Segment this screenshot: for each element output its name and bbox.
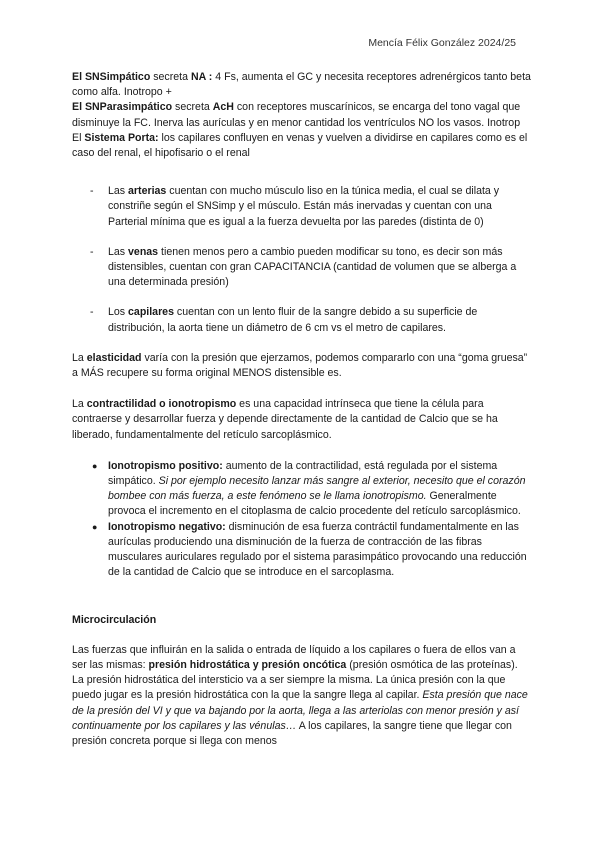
list-item-arteries: - Las arterias cuentan con mucho músculo liso en la túnica media, el cual se dilata y constriñe según el SNSimp y el músculo. Están más inervadas y cuentan con una Parterial mínima que es igual a la fuerza devuelta por las paredes (distinta de 0): [90, 185, 500, 228]
dash-marker: -: [90, 185, 94, 198]
document-body: [72, 70, 532, 749]
list-item-positive-ionotropism: ● Ionotropismo positivo: aumento de la contractilidad, está regulada por el sistema simpático. Si por ejemplo necesito lanzar más sangre al exterior, necesito que el corazón bombee con más fuerza, a este fenómeno se le llama ionotropismo. Generalmente provoca el incremento en el citoplasma de calcio procedente del retículo sarcoplásmico.: [92, 459, 526, 518]
bullet-marker: ●: [92, 460, 98, 471]
dash-marker: -: [90, 245, 94, 258]
contractility-paragraph: La contractilidad o ionotropismo es una capacidad intrínseca que tiene la célula para contraerse y desarrollar fuerza y depende directamente de la cantidad de Calcio que se ha liberado, fundamentalmente del retículo sarcoplásmico.: [72, 398, 498, 441]
section-title-microcirculation: Microcirculación: [72, 614, 157, 627]
microcirculation-paragraph: Las fuerzas que influirán en la salida o entrada de líquido a los capilares o fuera de ellos van a ser las mismas: presión hidrostática y presión oncótica (presión osmótica de las proteínas). La presión hidrostática del intersticio va a ser siempre la misma. La única presión con la que puedo jugar es la presión hidrostática con la que la sangre llega al capilar. Esta presión que nace de la presión del VI y que va bajando por la aorta, llega a las arteriolas con menor presión y así continuamente por los capilares y las vénulas… A los capilares, la sangre tiene que llegar con presión concreta porque si llega con menos: [72, 643, 528, 747]
ionotropism-list: [72, 459, 532, 581]
list-item-veins: - Las venas tienen menos pero a cambio pueden modificar su tono, es decir son más distensibles, cuentan con gran CAPACITANCIA (cantidad de volumen que se alberga a una determinada presión): [90, 245, 517, 289]
page-header-author: Mencía Félix González 2024/25: [368, 37, 516, 49]
elasticity-paragraph: La elasticidad varía con la presión que ejerzamos, podemos compararlo con una “goma gruesa” a MÁS recupere su forma original MENOS distensible es.: [72, 351, 528, 380]
vessels-list: [72, 184, 532, 336]
intro-parasympathetic: El SNParasimpático secreta AcH con receptores muscarínicos, se encarga del tono vagal que disminuye la FC. Inerva las aurículas y en menor cantidad los ventrículos NO los vasos. Inotrop: [72, 101, 521, 129]
dash-marker: -: [90, 306, 94, 319]
intro-sympathetic: El SNSimpático secreta NA : 4 Fs, aumenta el GC y necesita receptores adrenérgicos tanto beta como alfa. Inotropo +: [72, 71, 531, 99]
bullet-marker: ●: [92, 521, 98, 532]
intro-portal-system: El Sistema Porta: los capilares confluyen en venas y vuelven a dividirse en capilares como es el caso del renal, el hipofisario o el renal: [72, 131, 528, 160]
list-item-negative-ionotropism: ● Ionotropismo negativo: disminución de esa fuerza contráctil fundamentalmente en las aurículas produciendo una disminución de la fuerza de contracción de las fibras musculares auriculares regulado por el sistema parasimpático provocando una reducción de la cantidad de Calcio que se introduce en el sarcoplasma.: [92, 520, 527, 579]
list-item-capillaries: - Los capilares cuentan con un lento fluir de la sangre debido a su superficie de distribución, la aorta tiene un diámetro de 6 cm vs el metro de capilares.: [90, 306, 478, 334]
